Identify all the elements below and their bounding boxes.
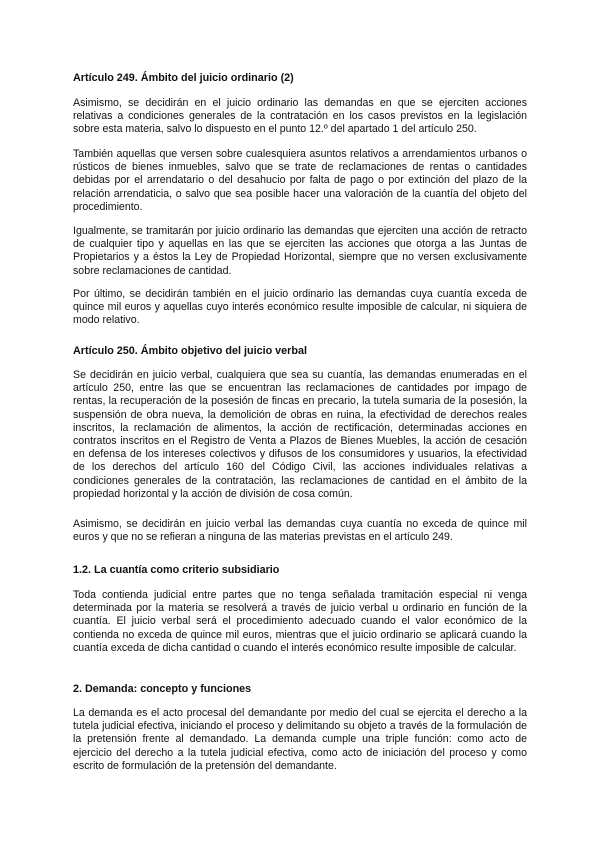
heading-cuantia-criterio: 1.2. La cuantía como criterio subsidiario xyxy=(73,564,280,576)
heading-article-249: Artículo 249. Ámbito del juicio ordinario (2) xyxy=(73,72,294,84)
heading-demanda: 2. Demanda: concepto y funciones xyxy=(73,683,252,695)
paragraph-249-2: También aquellas que versen sobre cualesquiera asuntos relativos a arrendamientos urbanos o rústicos de bienes inmuebles, salvo que se trate de reclamaciones de rentas o cantidades debidas por el arrendatario o del desahucio por falta de pago o por extinción del plazo de la relación arrendaticia, o salvo que sea posible hacer una valoración de la cuantía del objeto del procedimiento. xyxy=(73,148,527,213)
paragraph-249-1: Asimismo, se decidirán en el juicio ordinario las demandas en que se ejerciten acciones relativas a condiciones generales de la contratación en los casos previstos en la legislación sobre esta materia, salvo lo dispuesto en el punto 12.º del apartado 1 del artículo 250. xyxy=(73,97,527,136)
paragraph-249-4: Por último, se decidirán también en el juicio ordinario las demandas cuya cuantía exceda de quince mil euros y aquellas cuyo interés económico resulte imposible de calcular, ni siquiera de modo relativo. xyxy=(73,288,527,327)
paragraph-249-3: Igualmente, se tramitarán por juicio ordinario las demandas que ejerciten una acción de retracto de cualquier tipo y aquellas en las que se ejerciten las acciones que otorga a las Juntas de Propietarios y a éstos la Ley de Propiedad Horizontal, siempre que no versen exclusivamente sobre reclamaciones de cantidad. xyxy=(73,225,527,277)
paragraph-250-2: Asimismo, se decidirán en juicio verbal las demandas cuya cuantía no exceda de quince mil euros y que no se refieran a ninguna de las materias previstas en el artículo 249. xyxy=(73,518,527,544)
heading-article-250: Artículo 250. Ámbito objetivo del juicio verbal xyxy=(73,345,307,357)
paragraph-demanda-1: La demanda es el acto procesal del demandante por medio del cual se ejercita el derecho a la tutela judicial efectiva, iniciando el proceso y delimitando su objeto a través de la formulación de la pretensión frente al demandado. La demanda cumple una triple función: como acto de ejercicio del derecho a la tutela judicial efectiva, como acto de iniciación del proceso y como escrito de formulación de la pretensión del demandante. xyxy=(73,707,527,772)
paragraph-250-1: Se decidirán en juicio verbal, cualquiera que sea su cuantía, las demandas enumeradas en el artículo 250, entre las que se encuentran las reclamaciones de cantidades por impago de rentas, la recuperación de la posesión de fincas en precario, la tutela sumaria de la posesión, la suspensión de obra nueva, la demolición de obras en ruina, la efectividad de derechos reales inscritos, la reclamación de alimentos, la acción de rectificación, determinadas acciones en contratos inscritos en el Registro de Venta a Plazos de Bienes Muebles, la acción de cesación en defensa de los intereses colectivos y difusos de los consumidores y usuarios, la efectividad de los derechos del artículo 160 del Código Civil, las acciones individuales relativas a condiciones generales de la contratación, las reclamaciones de cantidad en el ámbito de la propiedad horizontal y la acción de división de cosa común. xyxy=(73,369,527,500)
paragraph-cuantia-1: Toda contienda judicial entre partes que no tenga señalada tramitación especial ni venga determinada por la materia se resolverá a través de juicio verbal u ordinario en función de la cuantía. El juicio verbal será el procedimiento adecuado cuando el valor económico de la contienda no exceda de quince mil euros, mientras que el juicio ordinario se aplicará cuando la cuantía exceda de dicha cantidad o cuando el interés económico resulte imposible de calcular. xyxy=(73,589,527,654)
